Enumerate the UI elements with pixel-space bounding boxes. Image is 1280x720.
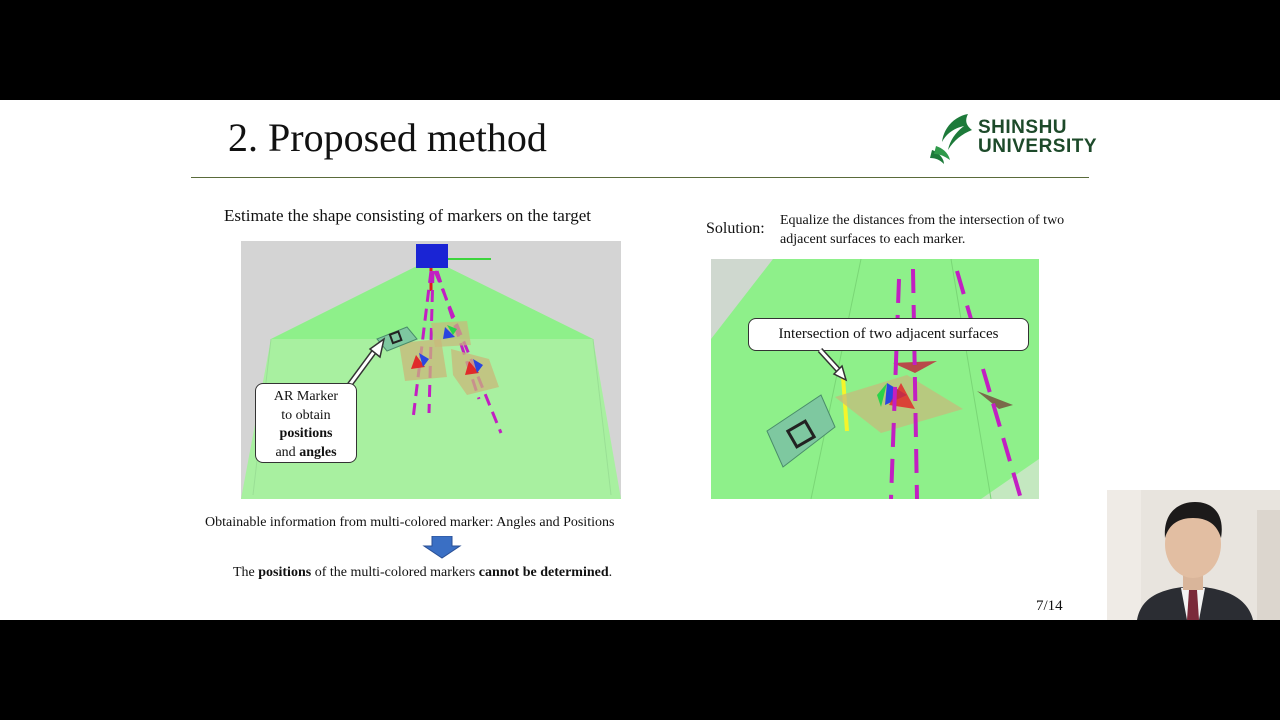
callout-line1: AR Marker bbox=[273, 389, 339, 404]
university-logo bbox=[928, 108, 1098, 168]
title-divider bbox=[191, 177, 1089, 178]
page-number: 7/14 bbox=[1036, 598, 1063, 614]
solution-text: Equalize the distances from the intersection of two adjacent surfaces to each marker. bbox=[780, 213, 1065, 247]
logo-line1: SHINSHU bbox=[978, 117, 1068, 138]
conclusion-part1: The bbox=[233, 565, 255, 580]
slide-title: 2. Proposed method bbox=[228, 115, 547, 160]
conclusion-positions: positions bbox=[258, 565, 312, 580]
conclusion-period: . bbox=[608, 565, 613, 580]
down-arrow-icon bbox=[422, 536, 462, 560]
callout-angles: angles bbox=[299, 444, 337, 460]
intersection-callout: Intersection of two adjacent surfaces bbox=[748, 318, 1029, 351]
conclusion-line bbox=[233, 565, 612, 581]
callout-positions: positions bbox=[279, 426, 333, 441]
ar-marker-callout bbox=[255, 383, 357, 463]
presenter-webcam-video bbox=[1107, 490, 1280, 620]
intersection-pointer-arrow-icon bbox=[816, 348, 850, 382]
logo-text bbox=[978, 118, 1097, 156]
solution-label: Solution: bbox=[706, 220, 765, 237]
left-caption: Estimate the shape consisting of markers on the target bbox=[224, 206, 591, 225]
intersection-closeup-image bbox=[711, 259, 1039, 499]
conclusion-cannot: cannot be determined bbox=[478, 565, 609, 580]
callout-line2: to obtain bbox=[281, 407, 331, 423]
callout-line4 bbox=[256, 444, 356, 463]
crane-logo-icon bbox=[928, 108, 976, 168]
conclusion-part2: of the multi-colored markers bbox=[314, 565, 476, 580]
info-line: Obtainable information from multi-colored marker: Angles and Positions bbox=[205, 515, 615, 530]
slide bbox=[0, 100, 1280, 620]
callout-and: and bbox=[275, 444, 296, 460]
logo-line2: UNIVERSITY bbox=[978, 136, 1098, 157]
